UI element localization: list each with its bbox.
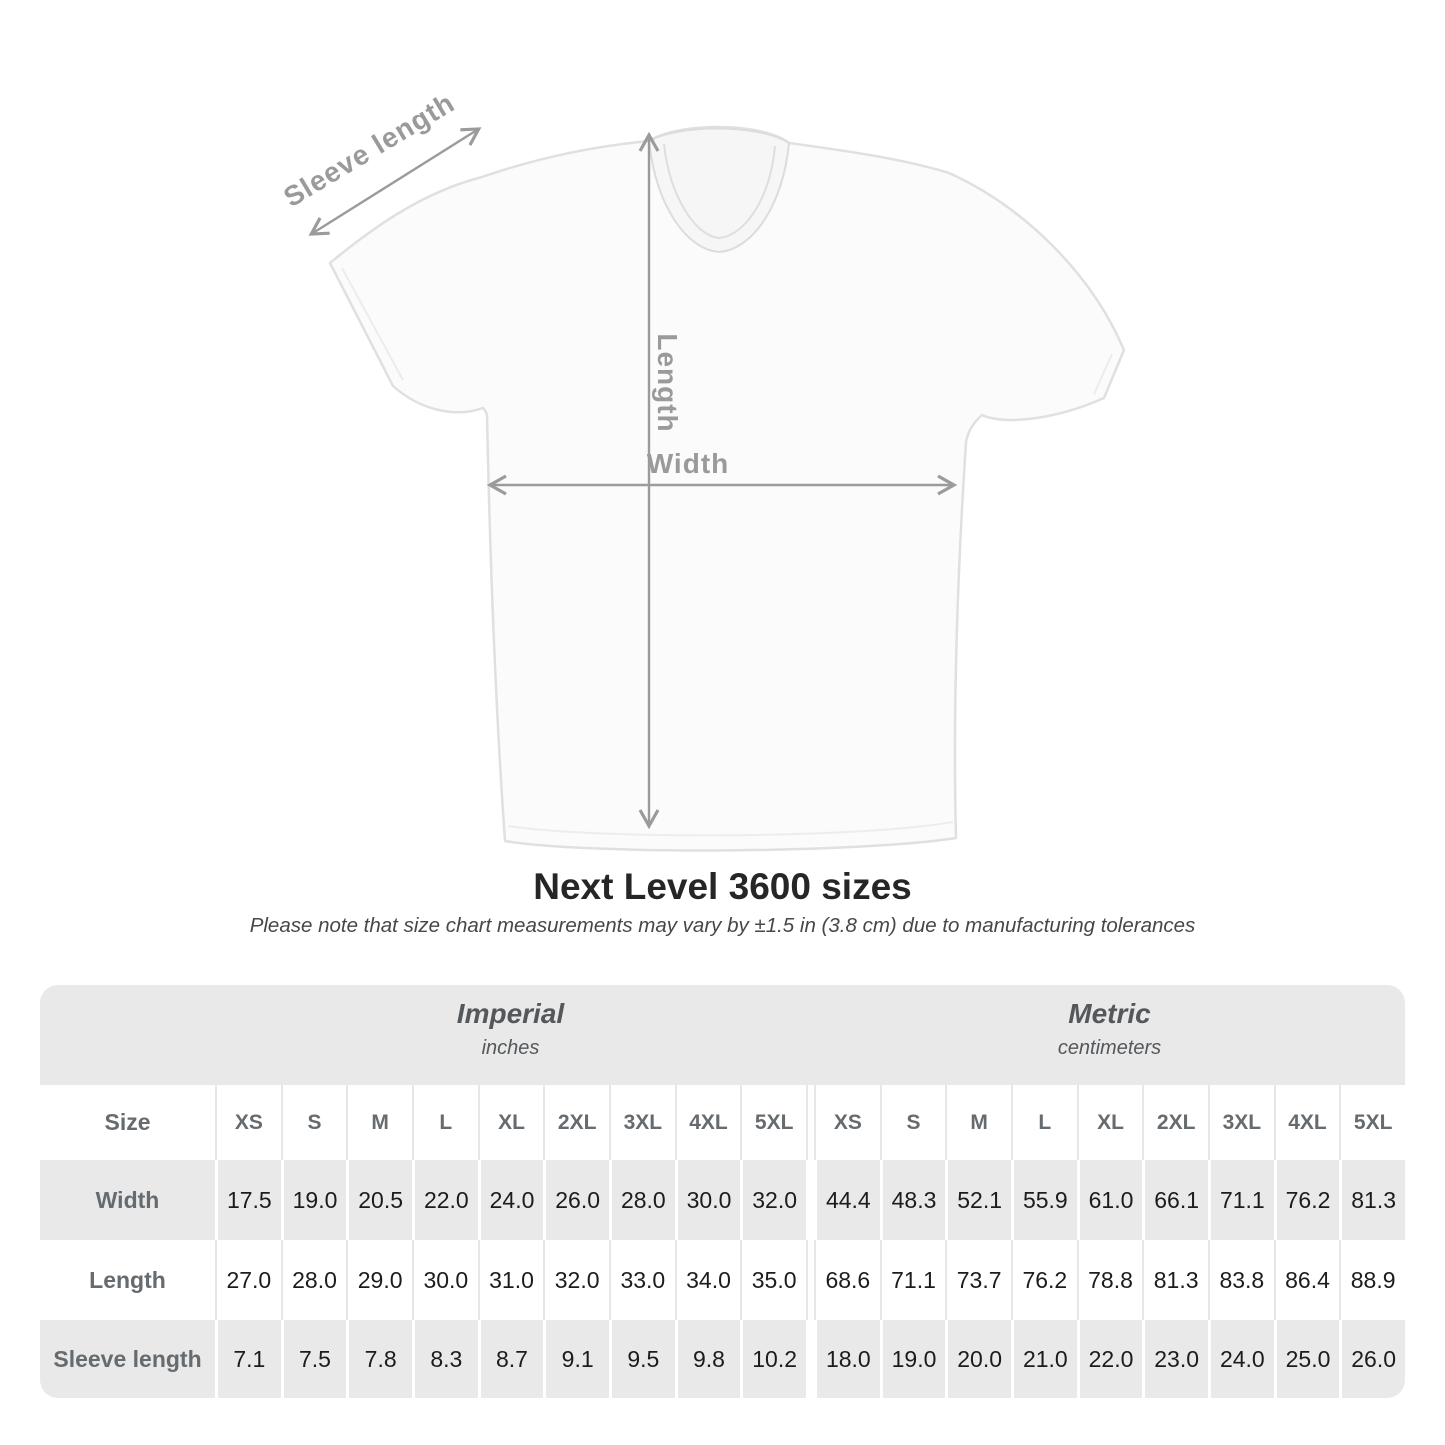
sleeve-length-label: Sleeve length — [278, 86, 461, 213]
metric-label: Metric — [1068, 998, 1151, 1029]
table-cell: 78.8 — [1077, 1240, 1143, 1320]
table-cell: 35.0 — [740, 1240, 806, 1320]
table-cell: 20.5 — [346, 1160, 412, 1240]
table-cell: 28.0 — [281, 1240, 347, 1320]
table-cell: 10.2 — [740, 1320, 806, 1398]
tshirt-shape — [330, 127, 1124, 850]
table-cell: 52.1 — [945, 1160, 1011, 1240]
band-corner — [40, 985, 215, 1085]
table-cell: 7.1 — [215, 1320, 281, 1398]
page-title: Next Level 3600 sizes — [533, 866, 912, 907]
table-cell: 73.7 — [945, 1240, 1011, 1320]
table-cell: 86.4 — [1274, 1240, 1340, 1320]
table-cell: 30.0 — [675, 1160, 741, 1240]
table-cell: 24.0 — [478, 1160, 544, 1240]
size-col: 3XL — [609, 1085, 675, 1160]
table-cell: 19.0 — [281, 1160, 347, 1240]
table-cell: 34.0 — [675, 1240, 741, 1320]
table-cell: 68.6 — [814, 1240, 880, 1320]
row-label: Width — [40, 1160, 215, 1240]
table-cell: 24.0 — [1208, 1320, 1274, 1398]
table-cell: 83.8 — [1208, 1240, 1274, 1320]
length-label: Length — [652, 333, 683, 433]
table-cell: 9.8 — [675, 1320, 741, 1398]
table-cell: 32.0 — [740, 1160, 806, 1240]
table-cell: 26.0 — [1339, 1320, 1405, 1398]
band-gap — [806, 985, 814, 1085]
metric-units: centimeters — [1057, 1037, 1162, 1059]
group-gap — [806, 1160, 814, 1240]
size-col: 5XL — [1339, 1085, 1405, 1160]
table-cell: 29.0 — [346, 1240, 412, 1320]
size-col: XS — [814, 1085, 880, 1160]
size-header: Size — [40, 1085, 215, 1160]
table-cell: 71.1 — [1208, 1160, 1274, 1240]
table-cell: 76.2 — [1274, 1160, 1340, 1240]
table-cell: 71.1 — [880, 1240, 946, 1320]
size-col: 2XL — [1142, 1085, 1208, 1160]
table-cell: 61.0 — [1077, 1160, 1143, 1240]
imperial-label: Imperial — [456, 998, 565, 1029]
group-gap — [806, 1085, 814, 1160]
size-col: XL — [1077, 1085, 1143, 1160]
table-cell: 7.5 — [281, 1320, 347, 1398]
size-col: 3XL — [1208, 1085, 1274, 1160]
table-cell: 88.9 — [1339, 1240, 1405, 1320]
table-cell: 7.8 — [346, 1320, 412, 1398]
row-label: Length — [40, 1240, 215, 1320]
size-col: 4XL — [675, 1085, 741, 1160]
table-cell: 18.0 — [814, 1320, 880, 1398]
size-col: 4XL — [1274, 1085, 1340, 1160]
tolerance-note: Please note that size chart measurements may vary by ±1.5 in (3.8 cm) due to manufacturing tolerances — [249, 914, 1196, 937]
table-cell: 30.0 — [412, 1240, 478, 1320]
imperial-group-header — [215, 985, 806, 1085]
size-col: L — [412, 1085, 478, 1160]
imperial-units: inches — [481, 1037, 540, 1059]
table-cell: 48.3 — [880, 1160, 946, 1240]
group-gap — [806, 1240, 814, 1320]
table-cell: 19.0 — [880, 1320, 946, 1398]
table-cell: 22.0 — [412, 1160, 478, 1240]
table-header-row — [40, 1085, 1405, 1160]
table-cell: 32.0 — [543, 1240, 609, 1320]
table-cell: 9.1 — [543, 1320, 609, 1398]
table-cell: 21.0 — [1011, 1320, 1077, 1398]
table-cell: 81.3 — [1339, 1160, 1405, 1240]
size-col: XS — [215, 1085, 281, 1160]
table-cell: 17.5 — [215, 1160, 281, 1240]
table-cell: 33.0 — [609, 1240, 675, 1320]
table-cell: 22.0 — [1077, 1320, 1143, 1398]
table-group-header-row — [40, 985, 1405, 1085]
group-gap — [806, 1320, 814, 1398]
table-row-width — [40, 1160, 1405, 1240]
width-label: Width — [646, 448, 730, 479]
table-cell: 25.0 — [1274, 1320, 1340, 1398]
table-cell: 9.5 — [609, 1320, 675, 1398]
table-cell: 76.2 — [1011, 1240, 1077, 1320]
size-table — [40, 985, 1405, 1398]
row-label: Sleeve length — [40, 1320, 215, 1398]
table-cell: 8.3 — [412, 1320, 478, 1398]
metric-group-header — [814, 985, 1405, 1085]
size-col: S — [880, 1085, 946, 1160]
table-cell: 81.3 — [1142, 1240, 1208, 1320]
size-col: L — [1011, 1085, 1077, 1160]
size-col: 2XL — [543, 1085, 609, 1160]
table-row-sleeve-length — [40, 1320, 1405, 1398]
table-cell: 31.0 — [478, 1240, 544, 1320]
table-cell: 20.0 — [945, 1320, 1011, 1398]
table-cell: 28.0 — [609, 1160, 675, 1240]
table-cell: 27.0 — [215, 1240, 281, 1320]
size-col: 5XL — [740, 1085, 806, 1160]
table-cell: 66.1 — [1142, 1160, 1208, 1240]
table-cell: 23.0 — [1142, 1320, 1208, 1398]
table-cell: 26.0 — [543, 1160, 609, 1240]
size-col: M — [945, 1085, 1011, 1160]
table-row-length — [40, 1240, 1405, 1320]
table-cell: 8.7 — [478, 1320, 544, 1398]
size-col: S — [281, 1085, 347, 1160]
table-cell: 44.4 — [814, 1160, 880, 1240]
size-col: M — [346, 1085, 412, 1160]
size-col: XL — [478, 1085, 544, 1160]
table-cell: 55.9 — [1011, 1160, 1077, 1240]
